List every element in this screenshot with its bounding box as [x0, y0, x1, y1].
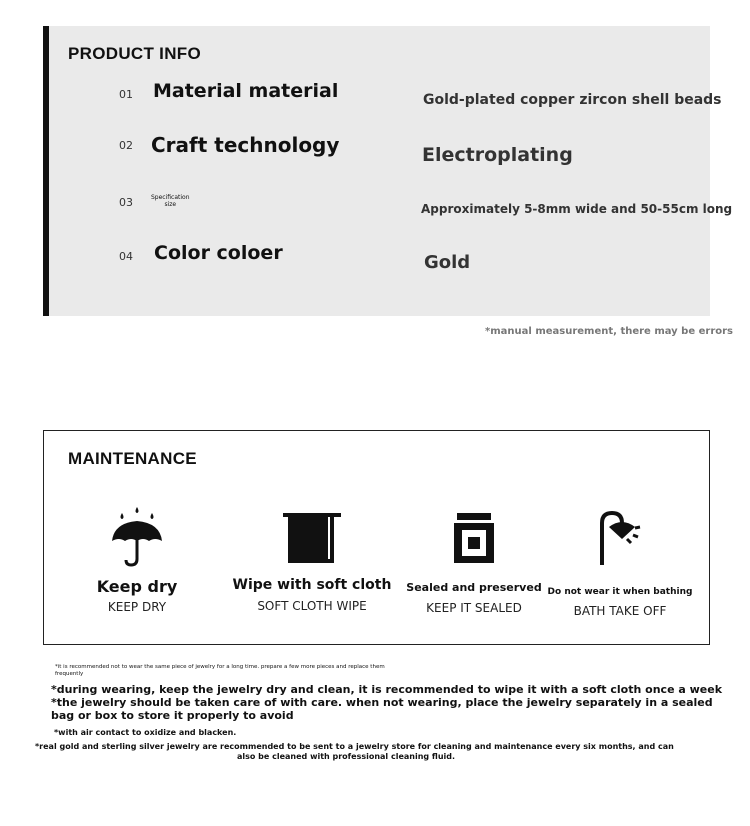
- product-info-title: PRODUCT INFO: [68, 44, 201, 63]
- craft-label: Craft technology: [151, 133, 340, 157]
- tip-line: *it is recommended not to wear the same piece of jewelry for a long time. prepare a few more pieces and replace them: [55, 664, 385, 670]
- tip-line: *with air contact to oxidize and blacken.: [54, 728, 237, 737]
- sealed-subtitle: KEEP IT SEALED: [426, 601, 522, 615]
- row-number: 01: [119, 88, 133, 101]
- sealed-jar-icon: [389, 505, 559, 567]
- tip-line: *real gold and sterling silver jewelry are recommended to be sent to a jewelry store for cleaning and maintenance every six months, and can: [35, 742, 674, 751]
- measurement-note: *manual measurement, there may be errors: [485, 326, 733, 337]
- maintenance-box: [43, 430, 710, 645]
- maintenance-item-sealed: [389, 505, 559, 615]
- wipe-title: Wipe with soft cloth: [232, 577, 392, 593]
- tip-line: *during wearing, keep the jewelry dry and clean, it is recommended to wipe it with a soft cloth once a week: [51, 683, 723, 696]
- umbrella-rain-icon: [52, 505, 222, 567]
- shower-head-icon: [535, 505, 705, 567]
- specification-value: Approximately 5-8mm wide and 50-55cm long: [421, 202, 733, 216]
- maintenance-item-bathing: [535, 505, 705, 618]
- material-value: Gold-plated copper zircon shell beads: [423, 92, 722, 108]
- keep-dry-subtitle: KEEP DRY: [107, 600, 167, 614]
- specification-label-line1: Specification: [151, 194, 190, 201]
- color-label: Color coloer: [154, 242, 283, 264]
- row-number: 02: [119, 139, 133, 152]
- tip-line: also be cleaned with professional cleaning fluid.: [237, 752, 456, 761]
- tip-line: bag or box to store it properly to avoid: [51, 709, 294, 722]
- wipe-subtitle: SOFT CLOTH WIPE: [257, 599, 367, 613]
- craft-value: Electroplating: [422, 144, 573, 166]
- color-value: Gold: [424, 252, 471, 273]
- towel-rack-icon: [227, 505, 397, 567]
- row-number: 04: [119, 250, 133, 263]
- bathing-subtitle: BATH TAKE OFF: [573, 604, 667, 618]
- material-label: Material material: [153, 80, 339, 102]
- maintenance-item-keep-dry: [52, 505, 222, 614]
- specification-label-line2: size: [164, 201, 177, 208]
- product-info-panel: [43, 26, 733, 316]
- accent-bar: [43, 26, 49, 316]
- row-number: 03: [119, 196, 133, 209]
- specification-label: [151, 194, 190, 208]
- keep-dry-title: Keep dry: [96, 577, 178, 596]
- bathing-title: Do not wear it when bathing: [547, 587, 693, 597]
- maintenance-item-wipe: [227, 505, 397, 613]
- maintenance-title: MAINTENANCE: [68, 449, 197, 468]
- sealed-title: Sealed and preserved: [406, 581, 542, 594]
- tip-line: *the jewelry should be taken care of with care. when not wearing, place the jewelry separately in a sealed: [51, 696, 713, 709]
- tip-line: frequently: [55, 671, 84, 677]
